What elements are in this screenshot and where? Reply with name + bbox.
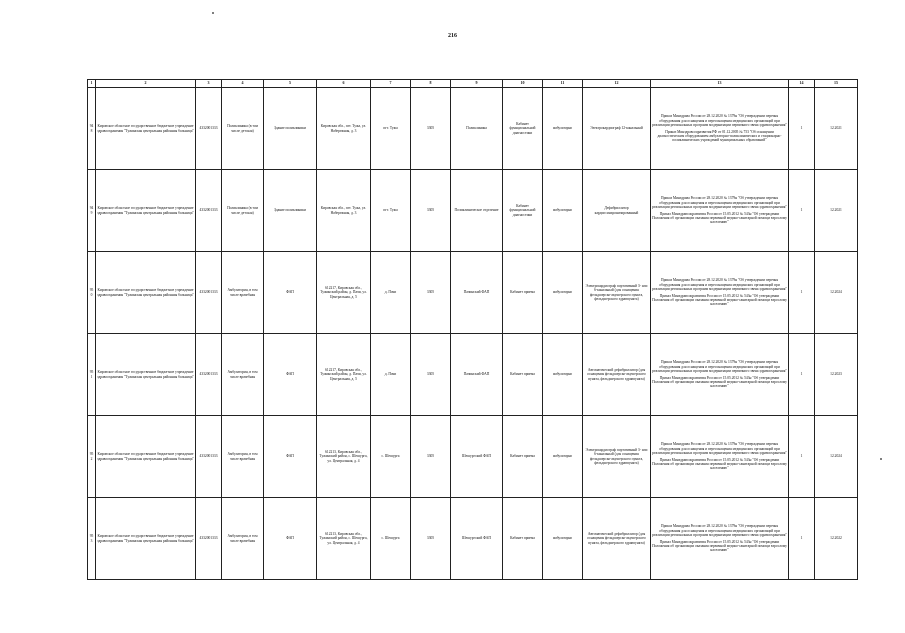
room: Кабинет функциональной диагностики (503, 88, 543, 170)
room: Кабинет приема (503, 252, 543, 334)
room: Кабинет приема (503, 498, 543, 580)
care-form: амбулаторно (543, 416, 583, 498)
address: 612217, Кировская обл., Тужинский район, д. Пачи, ул. Центральная, д. 5 (317, 252, 371, 334)
column-header: 2 (96, 80, 196, 88)
column-header: 10 (503, 80, 543, 88)
column-header: 14 (789, 80, 815, 88)
building-name: ФАП (264, 498, 317, 580)
care-form: амбулаторно (543, 334, 583, 416)
legal-document: Приказ Минздравсоцразвития России от 15.05.2012 № 543н "Об утверждении Положения об организации оказания первичной медико-санитарной помощи взрослому населению" (652, 376, 787, 389)
subdivision: Шешургский ФАП (451, 498, 503, 580)
organization-name: Кировское областное государственное бюджетное учреждение здравоохранения "Тужинская центральная районная больница" (96, 498, 196, 580)
inn-value: 4332001333 (196, 88, 222, 170)
organization-name: Кировское областное государственное бюджетное учреждение здравоохранения "Тужинская центральная районная больница" (96, 88, 196, 170)
quantity: 1 (789, 252, 815, 334)
equipment-name: Электрокардиограф портативный 3- или 6-канальный (для оснащения фельдшерско-акушерского пункта, фельдшерского здравпункта) (583, 252, 651, 334)
legal-document: Приказ Минздравсоцразвития России от 15.05.2012 № 543н "Об утверждении Положения об организации оказания первичной медико-санитарной помощи взрослому населению" (652, 212, 787, 225)
due-date: 12.2021 (815, 170, 858, 252)
due-date: 12.2023 (815, 334, 858, 416)
legal-basis (651, 498, 789, 580)
page-number: 216 (448, 33, 457, 39)
facility-type: Поликлиника (в том числе детская) (222, 170, 264, 252)
code-value: 3305 (411, 416, 451, 498)
organization-name: Кировское областное государственное бюджетное учреждение здравоохранения "Тужинская центральная районная больница" (96, 416, 196, 498)
quantity: 1 (789, 170, 815, 252)
address: Кировская обл., пгт. Тужа, ул. Набережная, д. 3 (317, 88, 371, 170)
table-row (88, 416, 858, 498)
legal-document: Приказ Минздрава России от 28.12.2020 № 1379н "Об утверждении перечня оборудования для оснащения и переоснащения медицинских организаций при реализации региональных программ модернизации первичного звена здравоохранения" (652, 442, 787, 455)
subdivision: Пачинский ФАП (451, 252, 503, 334)
building-name: ФАП (264, 252, 317, 334)
column-header: 9 (451, 80, 503, 88)
equipment-name: Автоматический дефибриллятор (для оснащения фельдшерско-акушерского пункта, фельдшерского здравпункта) (583, 334, 651, 416)
table-row (88, 252, 858, 334)
subdivision: Пачинский ФАП (451, 334, 503, 416)
due-date: 12.2024 (815, 416, 858, 498)
care-form: амбулаторно (543, 498, 583, 580)
legal-basis (651, 170, 789, 252)
inn-value: 4332001333 (196, 334, 222, 416)
column-header: 7 (371, 80, 411, 88)
address: 612217, Кировская обл., Тужинский район, д. Пачи, ул. Центральная, д. 5 (317, 334, 371, 416)
legal-document: Приказ Минздрава России от 28.12.2020 № 1379н "Об утверждении перечня оборудования для оснащения и переоснащения медицинских организаций при реализации региональных программ модернизации первичного звена здравоохранения" (652, 360, 787, 373)
settlement: д. Пачи (371, 334, 411, 416)
settlement: с. Шешурга (371, 498, 411, 580)
column-header: 4 (222, 80, 264, 88)
legal-document: Приказ Минздрава России от 28.12.2020 № 1379н "Об утверждении перечня оборудования для оснащения и переоснащения медицинских организаций при реализации региональных программ модернизации первичного звена здравоохранения" (652, 278, 787, 291)
equipment-name: Автоматический дефибриллятор (для оснащения фельдшерско-акушерского пункта, фельдшерского здравпункта) (583, 498, 651, 580)
column-header: 11 (543, 80, 583, 88)
legal-basis (651, 416, 789, 498)
equipment-name: Дефибриллятор кардиосинхронизированный (583, 170, 651, 252)
settlement: пгт. Тужа (371, 88, 411, 170)
room: Кабинет функциональной диагностики (503, 170, 543, 252)
room: Кабинет приема (503, 416, 543, 498)
legal-document: Приказ Минздравсоцразвития России от 15.05.2012 № 543н "Об утверждении Положения об организации оказания первичной медико-санитарной помощи взрослому населению" (652, 294, 787, 307)
code-value: 3305 (411, 334, 451, 416)
row-number: 950 (88, 252, 96, 334)
facility-type: Амбулатория, в том числе врачебная (222, 252, 264, 334)
due-date: 12.2024 (815, 252, 858, 334)
legal-document: Приказ Минздрава России от 28.12.2020 № 1379н "Об утверждении перечня оборудования для оснащения и переоснащения медицинских организаций при реализации региональных программ модернизации первичного звена здравоохранения" (652, 196, 787, 209)
table-row (88, 334, 858, 416)
organization-name: Кировское областное государственное бюджетное учреждение здравоохранения "Тужинская центральная районная больница" (96, 334, 196, 416)
quantity: 1 (789, 416, 815, 498)
building-name: Здание поликлиники (264, 88, 317, 170)
column-header: 15 (815, 80, 858, 88)
table-row (88, 170, 858, 252)
code-value: 3305 (411, 252, 451, 334)
legal-document: Приказ Минздравсоцразвития России от 15.05.2012 № 543н "Об утверждении Положения об организации оказания первичной медико-санитарной помощи взрослому населению" (652, 540, 787, 553)
code-value: 3305 (411, 170, 451, 252)
building-name: ФАП (264, 416, 317, 498)
quantity: 1 (789, 88, 815, 170)
subdivision: Поликлиническое отделение (451, 170, 503, 252)
row-number: 951 (88, 334, 96, 416)
facility-type: Амбулатория, в том числе врачебная (222, 334, 264, 416)
due-date: 12.2021 (815, 88, 858, 170)
due-date: 12.2022 (815, 498, 858, 580)
equipment-name: Электрокардиограф портативный 3- или 6-канальный (для оснащения фельдшерско-акушерского пункта, фельдшерского здравпункта) (583, 416, 651, 498)
column-header: 3 (196, 80, 222, 88)
care-form: амбулаторно (543, 252, 583, 334)
table-row (88, 498, 858, 580)
organization-name: Кировское областное государственное бюджетное учреждение здравоохранения "Тужинская центральная районная больница" (96, 170, 196, 252)
legal-document: Приказ Минздравсоцразвития РФ от 01.12.2005 № 753 "Об оснащении диагностическим оборудованием амбулаторно-поликлинических и стационарно-поликлинических учреждений муниципальных образований" (657, 130, 782, 143)
column-header: 13 (651, 80, 789, 88)
legal-document: Приказ Минздрава России от 28.12.2020 № 1379н "Об утверждении перечня оборудования для оснащения и переоснащения медицинских организаций при реализации региональных программ модернизации первичного звена здравоохранения" (652, 524, 787, 537)
column-header: 5 (264, 80, 317, 88)
row-number: 949 (88, 170, 96, 252)
table-header-row (88, 80, 858, 88)
facility-type: Амбулатория, в том числе врачебная (222, 498, 264, 580)
inn-value: 4332001333 (196, 252, 222, 334)
building-name: Здание поликлиники (264, 170, 317, 252)
equipment-name: Электрокардиограф 12-канальный (583, 88, 651, 170)
address: 612213, Кировская обл., Тужинский район, с. Шешурга, ул. Центральная, д. 4 (317, 498, 371, 580)
scan-speck (880, 458, 882, 460)
table-body (88, 88, 858, 580)
facility-type: Амбулатория, в том числе врачебная (222, 416, 264, 498)
address: 612213, Кировская обл., Тужинский район, с. Шешурга, ул. Центральная, д. 4 (317, 416, 371, 498)
care-form: амбулаторно (543, 170, 583, 252)
legal-basis (651, 252, 789, 334)
settlement: д. Пачи (371, 252, 411, 334)
code-value: 3305 (411, 88, 451, 170)
building-name: ФАП (264, 334, 317, 416)
subdivision: Шешургский ФАП (451, 416, 503, 498)
facility-type: Поликлиника (в том числе детская) (222, 88, 264, 170)
care-form: амбулаторно (543, 88, 583, 170)
quantity: 1 (789, 334, 815, 416)
quantity: 1 (789, 498, 815, 580)
legal-basis (651, 334, 789, 416)
legal-document: Приказ Минздравсоцразвития России от 15.05.2012 № 543н "Об утверждении Положения об организации оказания первичной медико-санитарной помощи взрослому населению" (652, 458, 787, 471)
inn-value: 4332001333 (196, 416, 222, 498)
column-header: 12 (583, 80, 651, 88)
equipment-table (87, 79, 858, 580)
settlement: пгт. Тужа (371, 170, 411, 252)
room: Кабинет приема (503, 334, 543, 416)
code-value: 3305 (411, 498, 451, 580)
row-number: 953 (88, 498, 96, 580)
legal-document: Приказ Минздрава России от 28.12.2020 № 1379н "Об утверждении перечня оборудования для оснащения и переоснащения медицинских организаций при реализации региональных программ модернизации первичного звена здравоохранения" (652, 114, 787, 127)
inn-value: 4332001333 (196, 170, 222, 252)
column-header: 6 (317, 80, 371, 88)
legal-basis (651, 88, 789, 170)
settlement: с. Шешурга (371, 416, 411, 498)
row-number: 948 (88, 88, 96, 170)
inn-value: 4332001333 (196, 498, 222, 580)
address: Кировская обл., пгт. Тужа, ул. Набережная, д. 3 (317, 170, 371, 252)
column-header: 1 (88, 80, 96, 88)
table-row (88, 88, 858, 170)
subdivision: Поликлиника (451, 88, 503, 170)
scan-speck (212, 12, 214, 14)
organization-name: Кировское областное государственное бюджетное учреждение здравоохранения "Тужинская центральная районная больница" (96, 252, 196, 334)
column-header: 8 (411, 80, 451, 88)
row-number: 952 (88, 416, 96, 498)
